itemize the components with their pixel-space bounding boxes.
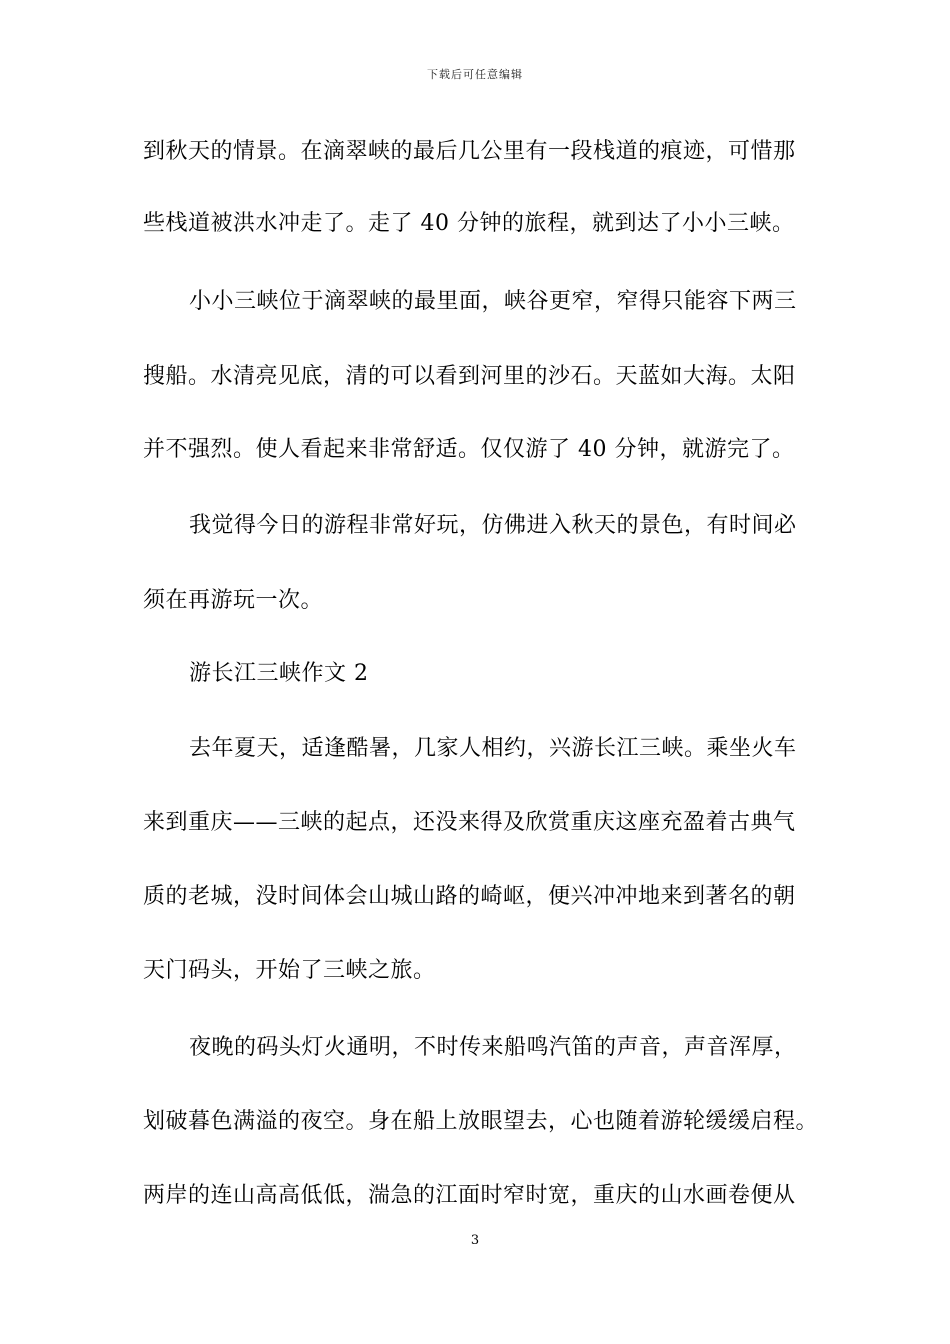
text-line: 并不强烈。使人看起来非常舒适。仅仅游了 40 分钟，就游完了。 — [143, 437, 795, 462]
page-header: 下载后可任意编辑 — [427, 68, 523, 81]
text-line: 天门码头，开始了三峡之旅。 — [143, 958, 436, 983]
text-line: 来到重庆——三峡的起点，还没来得及欣赏重庆这座充盈着古典气 — [143, 810, 796, 835]
text-line: 去年夏天，适逢酷暑，几家人相约，兴游长江三峡。乘坐火车 — [189, 736, 797, 761]
text-line: 小小三峡位于滴翠峡的最里面，峡谷更窄，窄得只能容下两三 — [189, 289, 797, 314]
text-line: 质的老城，没时间体会山城山路的崎岖，便兴冲冲地来到著名的朝 — [143, 884, 796, 909]
text-line: 些栈道被洪水冲走了。走了 40 分钟的旅程，就到达了小小三峡。 — [143, 211, 795, 236]
text-line: 夜晚的码头灯火通明，不时传来船鸣汽笛的声音，声音浑厚， — [189, 1035, 797, 1060]
text-line: 到秋天的情景。在滴翠峡的最后几公里有一段栈道的痕迹，可惜那 — [143, 139, 796, 164]
text-line: 我觉得今日的游程非常好玩，仿佛进入秋天的景色，有时间必 — [189, 513, 797, 538]
page-number: 3 — [470, 1233, 480, 1248]
text-line: 须在再游玩一次。 — [143, 588, 324, 613]
text-line: 两岸的连山高高低低，湍急的江面时窄时宽，重庆的山水画卷便从 — [143, 1183, 796, 1208]
section-heading: 游长江三峡作文 2 — [189, 661, 369, 686]
text-line: 划破暮色满溢的夜空。身在船上放眼望去，心也随着游轮缓缓启程。 — [143, 1109, 819, 1134]
text-line: 搜船。水清亮见底，清的可以看到河里的沙石。天蓝如大海。太阳 — [143, 364, 796, 389]
